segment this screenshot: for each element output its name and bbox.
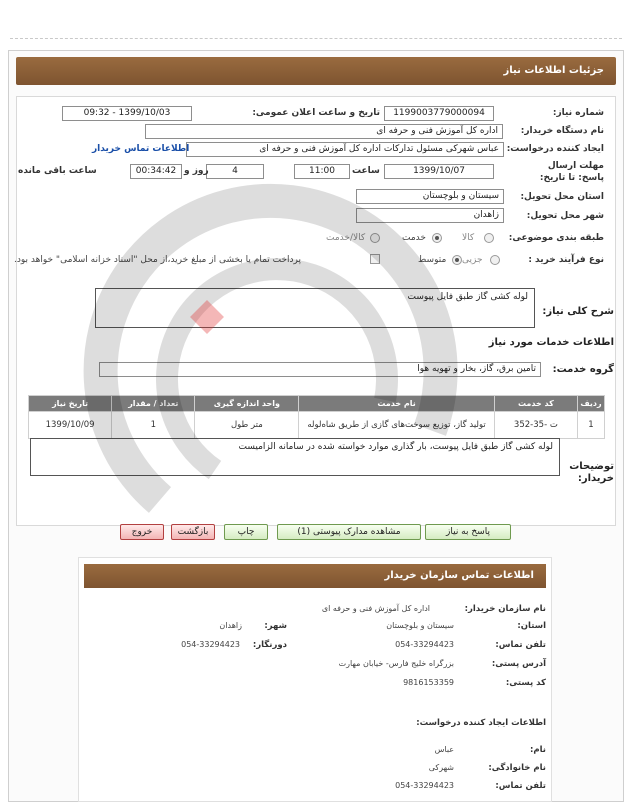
- buyer-org-label: نام دستگاه خریدار:: [520, 126, 604, 136]
- announce-label: تاریخ و ساعت اعلان عمومی:: [252, 108, 380, 118]
- category-radio-goods[interactable]: [484, 233, 494, 243]
- contact-panel-title: اطلاعات تماس سازمان خریدار: [84, 564, 546, 588]
- category-radio-both[interactable]: [370, 233, 380, 243]
- buyer-org-field: اداره کل آموزش فنی و حرفه ای: [145, 124, 503, 139]
- need-number-label: شماره نیاز:: [552, 108, 604, 118]
- deadline-label: مهلت ارسال پاسخ: تا تاریخ:: [539, 161, 604, 183]
- cell-row-number: 1: [577, 412, 604, 439]
- col-header-service-code: کد خدمت: [494, 396, 577, 412]
- province-label: استان محل تحویل:: [520, 192, 604, 202]
- creator-family-value: شهرکی: [428, 763, 454, 772]
- creator-field: عباس شهرکی مسئول تدارکات اداره کل آموزش فنی و حرفه ای: [186, 142, 504, 157]
- category-option-service: خدمت: [402, 233, 426, 243]
- view-documents-button[interactable]: مشاهده مدارک پیوستی (1): [277, 524, 421, 540]
- service-group-label: گروه خدمت:: [552, 364, 614, 375]
- creator-label: ایجاد کننده درخواست:: [506, 144, 604, 154]
- buyer-notes-label: توضیحات خریدار:: [569, 461, 614, 484]
- days-label: روز و: [184, 166, 209, 176]
- contact-postal-value: 9816153359: [403, 678, 454, 687]
- cell-service-name: تولید گاز، توزیع سوخت‌های گازی از طریق شاه‌لوله: [299, 412, 494, 439]
- remaining-label: ساعت باقی مانده: [18, 166, 97, 176]
- top-divider: [10, 38, 622, 39]
- summary-textarea: لوله کشی گاز طبق فایل پیوست: [95, 288, 535, 328]
- contact-phone-value: 054-33294423: [395, 640, 454, 649]
- purchase-radio-medium[interactable]: [452, 255, 462, 265]
- cell-service-code: ت -35-352: [494, 412, 577, 439]
- contact-province-value: سیستان و بلوچستان: [386, 621, 454, 630]
- contact-address-label: آدرس پستی:: [491, 659, 546, 669]
- services-section-title: اطلاعات خدمات مورد نیاز: [488, 337, 614, 348]
- table-header-row: [29, 396, 605, 412]
- buyer-notes-textarea: لوله کشی گاز طبق فایل پیوست، بار گذاری موارد خواسته شده در سامانه الزامیست: [30, 438, 560, 476]
- contact-org-label: نام سازمان خریدار:: [464, 604, 546, 614]
- purchase-radio-minor[interactable]: [490, 255, 500, 265]
- back-button[interactable]: بازگشت: [171, 524, 215, 540]
- print-button[interactable]: چاپ: [224, 524, 268, 540]
- category-option-both: کالا/خدمت: [326, 233, 366, 243]
- purchase-option-medium: متوسط: [418, 255, 447, 265]
- contact-fax-label: دورنگار:: [252, 640, 287, 650]
- summary-label: شرح کلی نیاز:: [542, 306, 614, 317]
- contact-province-label: استان:: [517, 621, 546, 631]
- creator-section-title: اطلاعات ایجاد کننده درخواست:: [416, 718, 546, 728]
- deadline-date-field: 1399/10/07: [384, 164, 494, 179]
- creator-name-value: عباس: [434, 745, 454, 754]
- days-field: 4: [206, 164, 264, 179]
- cell-unit: متر طول: [195, 412, 299, 439]
- table-row: [29, 412, 605, 439]
- creator-name-label: نام:: [529, 745, 546, 755]
- category-radio-service[interactable]: [432, 233, 442, 243]
- col-header-unit: واحد اندازه گیری: [195, 396, 299, 412]
- cell-need-date: 1399/10/09: [29, 412, 112, 439]
- service-group-field: تامین برق، گاز، بخار و تهویه هوا: [99, 362, 541, 377]
- contact-city-value: زاهدان: [219, 621, 242, 630]
- contact-org-value: اداره کل آموزش فنی و حرفه ای: [321, 604, 430, 613]
- treasury-note: پرداخت تمام یا بخشی از مبلغ خرید،از محل "اسناد خزانه اسلامی" خواهد بود.: [14, 255, 302, 265]
- announce-field: 1399/10/03 - 09:32: [62, 106, 192, 121]
- remaining-time-field: 00:34:42: [130, 164, 182, 179]
- contact-postal-label: کد پستی:: [505, 678, 546, 688]
- contact-city-label: شهر:: [264, 621, 287, 631]
- col-header-service-name: نام خدمت: [299, 396, 494, 412]
- category-option-goods: کالا: [462, 233, 475, 243]
- buyer-contact-link[interactable]: اطلاعات تماس خریدار: [92, 144, 190, 154]
- items-table: [28, 395, 605, 439]
- purchase-option-minor: جزیی: [462, 255, 483, 265]
- city-field: زاهدان: [356, 208, 504, 223]
- city-label: شهر محل تحویل:: [526, 211, 604, 221]
- treasury-checkbox[interactable]: [370, 254, 380, 264]
- creator-family-label: نام خانوادگی:: [488, 763, 546, 773]
- respond-button[interactable]: پاسخ به نیاز: [425, 524, 511, 540]
- contact-panel: [78, 557, 552, 802]
- contact-address-value: بزرگراه خلیج فارس- خیابان مهارت: [338, 659, 454, 668]
- need-number-field: 1199003779000094: [384, 106, 494, 121]
- exit-button[interactable]: خروج: [120, 524, 164, 540]
- time-label: ساعت: [352, 166, 380, 176]
- col-header-row-number: ردیف: [577, 396, 604, 412]
- col-header-need-date: تاریخ نیاز: [29, 396, 112, 412]
- creator-phone-value: 054-33294423: [395, 781, 454, 790]
- page-title: جزئیات اطلاعات نیاز: [16, 57, 616, 85]
- contact-phone-label: تلفن تماس:: [495, 640, 546, 650]
- deadline-time-field: 11:00: [294, 164, 350, 179]
- creator-phone-label: تلفن تماس:: [495, 781, 546, 791]
- cell-quantity: 1: [112, 412, 195, 439]
- contact-fax-value: 054-33294423: [181, 640, 240, 649]
- col-header-quantity: تعداد / مقدار: [112, 396, 195, 412]
- purchase-type-label: نوع فرآیند خرید :: [528, 255, 604, 265]
- category-label: طبقه بندی موضوعی:: [508, 233, 604, 243]
- province-field: سیستان و بلوچستان: [356, 189, 504, 204]
